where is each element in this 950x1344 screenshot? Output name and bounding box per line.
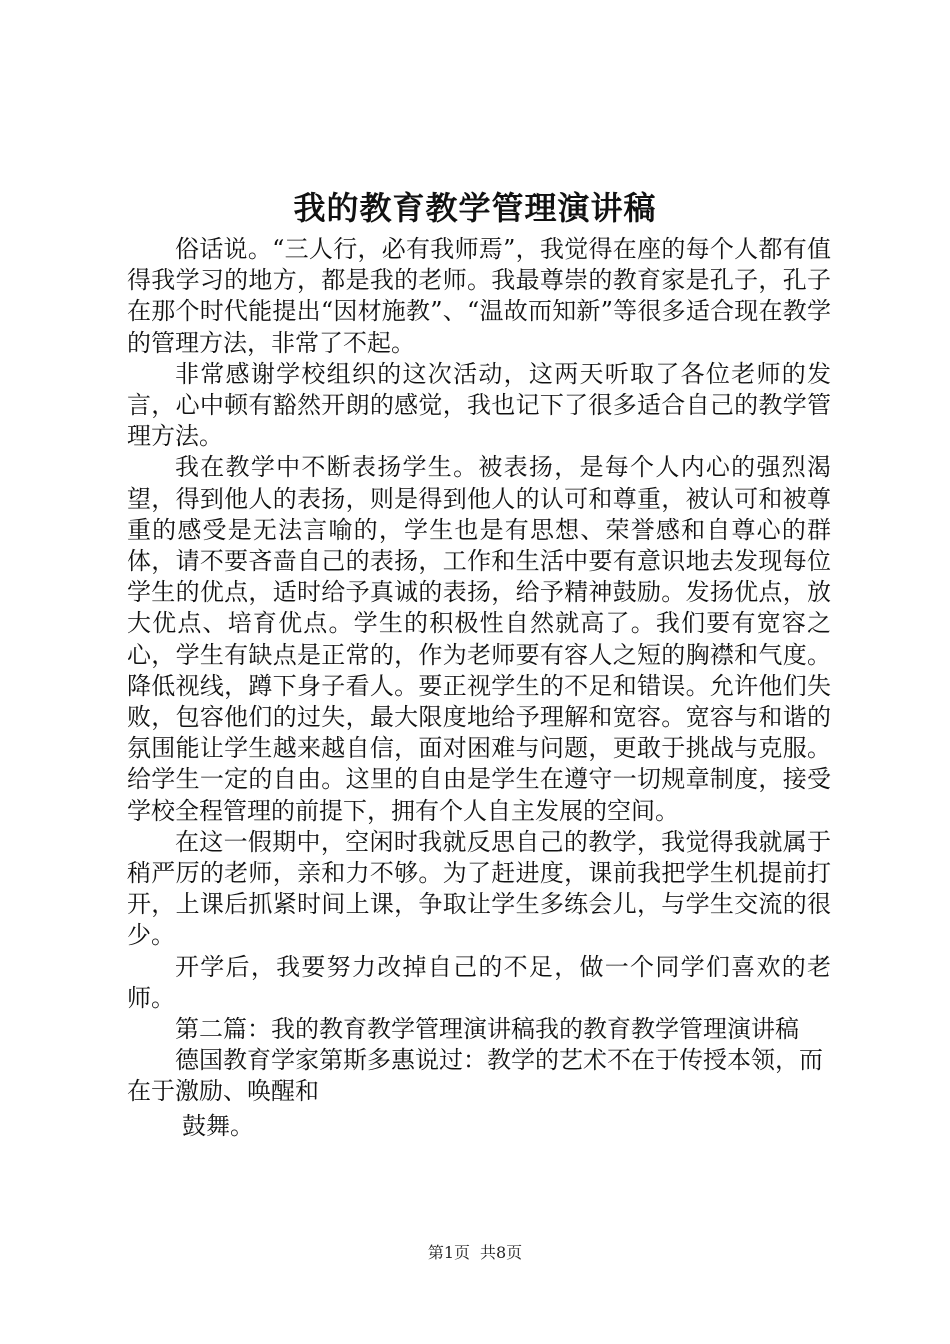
paragraph: 俗话说。“三人行，必有我师焉”，我觉得在座的每个人都有值得我学习的地方，都是我的老师。我最尊崇的教育家是孔子，孔子在那个时代能提出“因材施教”、“温故而知新”等很多适合现在教学的管理方法，非常了不起。 — [127, 235, 831, 357]
page-footer — [0, 1242, 950, 1264]
section-heading-paragraph: 第二篇：我的教育教学管理演讲稿我的教育教学管理演讲稿 — [175, 1015, 799, 1044]
document-body — [127, 234, 831, 1142]
page-total: 共8页 — [480, 1243, 523, 1262]
paragraph: 在这一假期中，空闲时我就反思自己的教学，我觉得我就属于稍严厉的老师，亲和力不够。为了赶进度，课前我把学生机提前打开，上课后抓紧时间上课，争取让学生多练会儿，与学生交流的很少。 — [127, 827, 831, 950]
paragraph-continuation: 鼓舞。 — [182, 1111, 254, 1140]
paragraph: 非常感谢学校组织的这次活动，这两天听取了各位老师的发言，心中顿有豁然开朗的感觉，我也记下了很多适合自己的教学管理方法。 — [127, 359, 831, 451]
document-title: 我的教育教学管理演讲稿 — [293, 189, 657, 227]
page-number: 第1页 — [427, 1243, 470, 1262]
paragraph: 德国教育学家第斯多惠说过：教学的艺术不在于传授本领，而在于激励、唤醒和 — [127, 1046, 823, 1106]
paragraph: 开学后，我要努力改掉自己的不足，做一个同学们喜欢的老师。 — [127, 952, 831, 1012]
paragraph: 我在教学中不断表扬学生。被表扬，是每个人内心的强烈渴望，得到他人的表扬，则是得到他人的认可和尊重，被认可和被尊重的感受是无法言喻的，学生也是有思想、荣誉感和自尊心的群体，请不要吝啬自己的表扬，工作和生活中要有意识地去发现每位学生的优点，适时给予真诚的表扬，给予精神鼓励。发扬优点，放大优点、培育优点。学生的积极性自然就高了。我们要有宽容之心，学生有缺点是正常的，作为老师要有容人之短的胸襟和气度。降低视线，蹲下身子看人。要正视学生的不足和错误。允许他们失败，包容他们的过失，最大限度地给予理解和宽容。宽容与和谐的氛围能让学生越来越自信，面对困难与问题，更敢于挑战与克服。给学生一定的自由。这里的自由是学生在遵守一切规章制度，接受学校全程管理的前提下，拥有个人自主发展的空间。 — [127, 453, 831, 825]
